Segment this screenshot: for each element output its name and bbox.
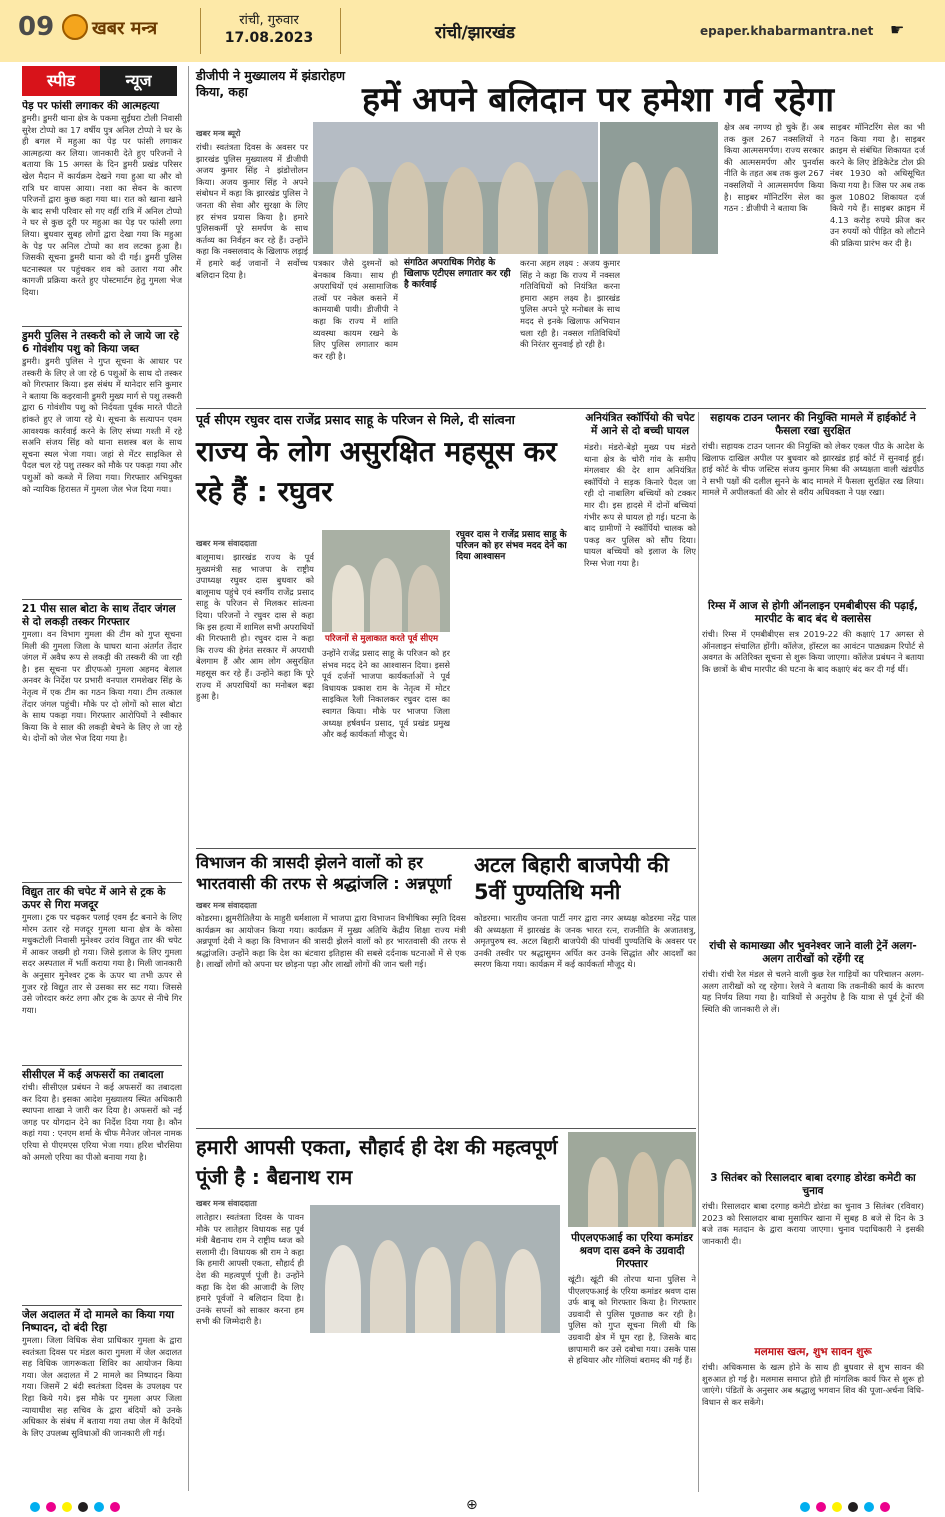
top-story-body-1: रांची। स्वतंत्रता दिवस के अवसर पर झारखंड पुलिस मुख्यालय में डीजीपी अजय कुमार सिंह ने झंडोत्तोलन किया। अजय कुमार सिंह ने अपने संबोधन में कहा कि झारखंड पुलिस ने जनता की सेवा और सुरक्षा के लिए हर संभव प्रयास किया है। हमारे पुलिसकर्मी पूरे समर्पण के साथ कर्तव्य का निर्वहन कर रहे हैं। उन्होंने कहा कि नक्सलवाद के खिलाफ लड़ाई में हमारे कई जवानों ने सर्वोच्च बलिदान दिया है। [196,142,308,280]
top-story-body-2: पत्रकार जैसे दुश्मनों को बेनकाब किया। साथ ही अपराधियों एवं असामाजिक तत्वों पर नकेल कसने में कामयाबी पायी। डीजीपी ने कहा कि राज्य में शांति व्यवस्था कायम रखने के लिए पुलिस लगातार काम कर रही है। [313,258,398,361]
top-story-photo-2 [600,122,718,254]
accident-story [584,412,696,822]
rims-body: रांची। रिम्स में एमबीबीएस सत्र 2019-22 की कक्षाएं 17 अगस्त से ऑनलाइन संचालित होंगी। कॉलेज, हॉस्टल का आवंटन पाठ्यक्रम रिपोर्ट से अवगत के अतिरिक्त सूचना से शुरू किया जाएगा। कॉलेज प्रबंधन ने बताया कि छात्रों के बीच मारपीट की घटना के बाद कक्षाएं बंद कर दी गई थीं। [702,629,924,674]
pfi-story [568,1232,696,1484]
masthead [0,0,945,62]
divider [22,599,182,600]
raghubar-kicker: पूर्व सीएम रघुवर दास राजेंद्र प्रसाद साहू के परिजन से मिले, दी सांत्वना [196,412,515,427]
left-story-5 [22,1069,182,1302]
raghubar-headline: राज्य के लोग असुरक्षित महसूस कर रहे हैं : रघुवर [196,435,557,508]
left-story-body: गुमला। जिला विधिक सेवा प्राधिकार गुमला के द्वारा स्वतंत्रता दिवस पर मंडल कारा गुमला में जेल अदालत सह विधिक जागरूकता शिविर का आयोजन किया गया। जेल अदालत में 2 मामले का निष्पादन किया गया। जिसमें 2 बंदी स्वतंत्रता दिवस के उपलक्ष्य पर रिहा किये गये। इस मौके पर गुमला अपर जिला न्यायाधीश सह सचिव के द्वारा बंदियों को उनके अधिकार के संबंध में बताया गया तथा जेल में कैदियों के लिए उपलब्ध सुविधाओं की जानकारी ली गई। [22,1335,182,1438]
masthead-divider [200,8,201,54]
divider [196,1128,696,1129]
section-name: रांची/झारखंड [435,23,515,43]
raghubar-side-headline: रघुवर दास ने राजेंद्र प्रसाद साहू के परिजन को हर संभव मदद देने का दिया आश्वासन [456,530,567,562]
edition-date: 17.08.2023 [224,30,314,46]
baidyanath-byline: खबर मन्त्र संवाददाता [196,1199,257,1208]
top-story-body-5: साइबर मॉनिटरिंग सेल का भी गठन किया गया है। साइबर क्राइम से संबंधित शिकायत दर्ज करने के लिए डेडिकेटेड टोल फ्री नंबर 1930 को अधिसूचित किया गया है। जिस पर अब तक कुल 10802 शिकायत दर्ज किये गये हैं। साइबर क्राइम में 4.13 करोड़ रुपये फ्रीज कर उन रुपयों को पीड़ित को लौटाने की प्रक्रिया प्रारंभ कर दी है। [830,122,925,248]
rims-story [702,600,924,959]
left-story-body: डुमरी। डुमरी पुलिस ने गुप्त सूचना के आधार पर तस्करी के लिए ले जा रहे 6 पशुओं के साथ दो तस्कर को गिरफ्तार किया। इस संबंध में थानेदार सनि कुमार ने बताया कि कइरवानी डुमरी मुख्य मार्ग से पशु तस्करी द्वारा 6 गोवंशीय पशु को निर्दयता पूर्वक मारते पीटते हांकते हुए ले जाया रहे थे। सूचना के सत्यापन एवम आवश्यक कार्रवाई करने के लिए संध्या गश्ती में रहे सअनि संजय सिंह को थाना सशस्त्र बल के साथ सूचना स्थल भेजा गया। जहां से मेंटर साइकिल से पैदल चल रहे पशु तस्कर को मौके पर पकड़ा गया और पशुओं को कब्जे में लिया गया। गिरफ्तार अभियुक्त को न्यायिक हिरासत में गुमला जेल भेज दिया गया। [22,356,182,494]
left-story-headline: डुमरी पुलिस ने तस्करी को ले जाये जा रहे 6 गोवंशीय पशु को किया जब्त [22,330,179,355]
brand-name: खबर मन्त्र [92,18,158,39]
left-story-2 [22,330,182,596]
registration-mark-icon: ⊕ [466,1497,478,1513]
town-planner-headline: सहायक टाउन प्लानर की नियुक्ति मामले में हाईकोर्ट ने फैसला रखा सुरक्षित [710,412,916,437]
malmas-headline: मलमास खत्म, शुभ सावन शुरू [754,1346,872,1358]
malmas-story [702,1346,924,1482]
trains-story [702,940,924,1169]
divider [22,1305,182,1306]
left-story-headline: जेल अदालत में दो मामले का किया गया निष्पादन, दो बंदी रिहा [22,1309,174,1334]
divider [22,1065,182,1066]
left-story-body: रांची। सीसीएल प्रबंधन ने कई अफसरों का तबादला कर दिया है। इसका आदेश मुख्यालय स्थित अधिकारी स्थापना शाखा ने जारी कर दिया है। अफसरों को नई जगह पर योगदान देने का निर्देश दिया गया है। कौन कहां गया : एनएम शर्मा के चीफ मैनेजर जोनल नामक एरिया से पीएमएस एरिया भेजा गया। हरिश चौरसिया को अमलो एरिया का पीओ बनाया गया है। [22,1082,182,1162]
pfi-body: खूंटी। खूंटी की तोरपा थाना पुलिस ने पीएलएफआई के एरिया कमांडर श्रवण दास उर्फ बाबू को गिरफ्तार किया है। गिरफ्तार उग्रवादी से पुलिस पूछताछ कर रही है। पुलिस को गुप्त सूचना मिली थी कि उग्रवादी क्षेत्र में घूम रहा है, जिसके बाद छापामारी कर उसे दबोचा गया। उसके पास से हथियार और गोलियां बरामद की गई हैं। [568,1274,696,1366]
column-rule [188,66,189,1491]
town-planner-body: रांची। सहायक टाउन प्लानर की नियुक्ति को लेकर एकल पीठ के आदेश के खिलाफ दाखिल अपील पर बुधवार को झारखंड हाई कोर्ट में सुनवाई हुई। हाई कोर्ट के चीफ जस्टिस संजय कुमार मिश्रा की अध्यक्षता वाली खंडपीठ ने सभी पक्षों की दलील सुनने के बाद मामले में फैसला सुरक्षित रख लिया। मामले में अपीलकर्ता की ओर से वरीय अधिवक्ता ने पक्ष रखा। [702,441,924,498]
top-story-body-4: क्षेत्र अब नगण्य हो चुके हैं। अब तक कुल 267 नक्सलियों ने किया आत्मसमर्पण। राज्य सरकार की आत्मसमर्पण और पुनर्वास नीति के तहत अब तक कुल 267 नक्सलियों ने आत्मसमर्पण किया है। साइबर मॉनिटरिंग सेल का गठन : डीजीपी ने बताया कि [724,122,824,214]
top-story-kicker: डीजीपी ने मुख्यालय में झंडारोहण किया, कहा [196,68,345,99]
vibhajan-headline: विभाजन की त्रासदी झेलने वालों को हर भारतवासी की तरफ से श्रद्धांजलि : अन्नपूर्णा [196,853,452,893]
edition-city-day: रांची, गुरुवार [239,13,299,28]
caption-headline: संगठित अपराधिक गिरोह के खिलाफ एटीएस लगातार कर रही है कार्रवाई [404,258,511,290]
top-story-byline: खबर मन्त्र ब्यूरो [196,129,241,138]
malmas-body: रांची। अधिकमास के खत्म होने के साथ ही बुधवार से शुभ सावन की शुरुआत हो गई है। मलमास समाप्त होते ही मांगलिक कार्य फिर से शुरू हो जाएंगे। पंडितों के अनुसार अब श्रद्धालु भगवान शिव की पूजा-अर्चना विधि-विधान से कर सकेंगे। [702,1362,924,1407]
baidyanath-headline: हमारी आपसी एकता, सौहार्द ही देश की महत्वपूर्ण पूंजी है : बैद्यनाथ राम [196,1135,558,1189]
page-number: 09 [18,12,55,42]
speed-news-banner [22,66,177,96]
raghubar-photo [322,530,450,632]
left-story-headline: 21 पीस साल बोटा के साथ तेंदार जंगल से दो लकड़ी तस्कर गिरफ्तार [22,603,176,628]
divider [22,882,182,883]
trains-body: रांची। रांची रेल मंडल से चलने वाली कुछ रेल गाड़ियों का परिचालन अलग-अलग तारीखों को रद्द रहेगा। रेलवे ने बताया कि तकनीकी कार्य के कारण यह निर्णय लिया गया है। यात्रियों से अनुरोध है कि यात्रा से पूर्व ट्रेनों की स्थिति की जानकारी ले लें। [702,969,924,1014]
masthead-divider [340,8,341,54]
left-story-body: डुमरी। डुमरी थाना क्षेत्र के पकमा सुईंघरा टोली निवासी सुरेश टोप्पो का 17 वर्षीय पुत्र अनिल टोप्पो ने घर के ही बगल में महुआ का पेड़ पर फांसी लगाकर आत्महत्या कर लिया। जानकारी देते हुए परिजनों ने बताया कि 15 अगस्त के दिन डुमरी प्रखंड परिसर खेल मैदान में कार्यक्रम देखने गया हुआ था और वो रात्रि घर वापस आया। नशा का सेवन के कारण परिजनों द्वारा कुछ कहा गया था। रात को खाना खाने के बाद सभी परिवार सो गए वहीं रात्रि में अनिल टोप्पो ने घर से कुछ दूरी पर महुआ का पेड़ पर फांसी लगा लिया। बुधवार सुबह लोगों द्वारा देखा गया कि महुआ के पेड़ पर अनिल टोप्पो का शव लटका हुआ है। जिसकी सूचना डुमरी थाना को दी गई। डुमरी पुलिस घटनास्थल पर पहुंचकर शव को उतारा गया और कागजी प्रक्रिया करते हुए पोस्टमार्टम हेतु गुमला भेज दिया। [22,113,182,297]
divider [196,848,696,849]
vibhajan-byline: खबर मन्त्र संवाददाता [196,901,257,910]
dargah-headline: 3 सितंबर को रिसालदार बाबा दरगाह डोरंडा कमेटी का चुनाव [710,1172,916,1197]
top-story-photo-caption [404,258,514,403]
left-story-headline: पेड़ पर फांसी लगाकर की आत्महत्या [22,100,160,112]
left-story-body: गुमला। ट्रक पर चढ़कर पलाई एवम ईंट बनाने के लिए मोरम उतार रहे मजदूर गुमला थाना क्षेत्र के कोसा मधुकटोली निवासी मुनेश्वर उरांव विद्युत तार की चपेट में आकर जख्मी हो गया। जिसे इलाज के लिए गुमला सदर अस्पताल में भर्ती कराया गया है। मिली जानकारी के अनुसार मुनेश्वर ट्रक के ऊपर था तभी ऊपर से गुजर रहे विद्युत तार से उसका सर सट गया। जिससे उसे जोरदार करंट लगा और ट्रक के ऊपर से नीचे गिर गया। [22,912,182,1015]
pfi-photo [568,1132,696,1227]
raghubar-photo-caption: परिजनों से मुलाकात करते पूर्व सीएम [322,632,450,645]
atal-body: कोडरमा। भारतीय जनता पार्टी नगर द्वारा नगर अध्यक्ष कोडरमा नरेंद्र पाल की अध्यक्षता में झारखंड के जनक भारत रत्न, राजनीति के अजातशत्रु, अमृतपुरुष स्व. अटल बिहारी बाजपेयी की पांचवीं पुण्यतिथि के अवसर पर उनकी तस्वीर पर श्रद्धासुमन अर्पित कर उनके सिद्धांत और आदर्शों का स्मरण किया गया। कार्यक्रम में कई कार्यकर्ता मौजूद थे। [474,913,696,970]
divider [196,408,926,409]
trains-headline: रांची से कामाख्या और भुवनेश्वर जाने वाली ट्रेनें अलग-अलग तारीखों को रहेंगी रद्द [709,940,917,965]
dargah-story [702,1172,924,1351]
left-story-headline: सीसीएल में कई अफसरों का तबादला [22,1069,164,1081]
left-story-4 [22,886,182,1062]
epaper-url[interactable]: epaper.khabarmantra.net [700,24,874,38]
speed-news-label-b: न्यूज [100,66,177,96]
raghubar-body: बालूमाथ। झारखंड राज्य के पूर्व मुख्यमंत्री सह भाजपा के राष्ट्रीय उपाध्यक्ष रघुवर दास बुधवार को बालूमाथ पहुंचे एवं स्वर्गीय राजेंद्र प्रसाद साहू के परिजन से मिलकर सांत्वना दिया। परिजनों ने रघुवर दास से कहा कि इस हत्या में शामिल सभी अपराधियों की गिरफ्तारी हो। रघुवर दास ने कहा कि राज्य की हेमंत सरकार में अपराधी बेलगाम हैं और आम लोग असुरक्षित महसूस कर रहे हैं। उन्होंने कहा कि पूरे राज्य में अपराधियों का मनोबल बढ़ा हुआ है। [196,552,314,702]
left-story-3 [22,603,182,879]
left-story-headline: विद्युत तार की चपेट में आने से ट्रक के ऊपर से गिरा मजदूर [22,886,166,911]
rims-headline: रिम्स में आज से होगी ऑनलाइन एमबीबीएस की पढ़ाई, मारपीट के बाद बंद थे क्लासेस [708,600,918,625]
speed-news-label-a: स्पीड [22,66,100,96]
baidyanath-photo [310,1205,560,1333]
pfi-headline: पीएलएफआई का एरिया कमांडर श्रवण दास ढक्ने के उग्रवादी गिरफ्तार [571,1232,693,1270]
accident-headline: अनियंत्रित स्कॉर्पियो की चपेट में आने से दो बच्ची घायल [585,412,695,437]
baidyanath-body: लातेहार। स्वतंत्रता दिवस के पावन मौके पर लातेहार विधायक सह पूर्व मंत्री बैद्यनाथ राम ने राष्ट्रीय ध्वज को सलामी दी। विधायक श्री राम ने कहा कि हमारी आपसी एकता, सौहार्द ही देश की महत्वपूर्ण पूंजी है। उन्होंने कहा कि देश की आजादी के लिए हमारे पूर्वजों ने बलिदान दिया है। उनके सपनों को साकार करना हम सभी की जिम्मेदारी है। [196,1212,304,1327]
top-story-photo [313,122,598,254]
town-planner-story [702,412,924,591]
left-story-body: गुमला। वन विभाग गुमला की टीम को गुप्त सूचना मिली की गुमला जिला के घाघरा थाना अंतर्गत तेंदार जंगल में अवैध रूप से लकड़ी की तस्करी की जा रही है। इस सूचना पर डीएफओ गुमला अहमद बेलाल अनवर के निर्देश पर प्रभारी वनपाल रामशेखर सिंह के नेतृत्व में एक टीम का गठन किया गया। टीम तत्काल तेंदार जंगल पहुंची। मौके पर दो लोगों को साल बोटा के साथ पकड़ा गया। गिरफ्तार आरोपियों ने स्वीकार किया कि वे साल की लकड़ी बेचने के लिए ले जा रहे थे। दोनों को जेल भेज दिया गया है। [22,629,182,744]
vibhajan-body: कोडरमा। झुमरीतिलैया के माहुरी धर्मशाला में भाजपा द्वारा विभाजन विभीषिका स्मृति दिवस कार्यक्रम का आयोजन किया गया। कार्यक्रम में मुख्य अतिथि केंद्रीय शिक्षा राज्य मंत्री अन्नपूर्णा देवी ने कहा कि विभाजन की त्रासदी झेलने वालों को हर भारतवासी की तरफ से श्रद्धांजलि। उन्होंने कहा कि देश का बंटवारा इतिहास की सबसे दर्दनाक घटनाओं में से एक है। लाखों लोगों को अपना घर छोड़ना पड़ा और लाखों लोगों की जान चली गई। [196,913,466,970]
left-news-column [22,100,182,1490]
divider [22,326,182,327]
left-story-6 [22,1309,182,1490]
dargah-body: रांची। रिसालदार बाबा दरगाह कमेटी डोरंडा का चुनाव 3 सितंबर (रविवार) 2023 को रिसालदार बाबा मुसाफिर खाना में सुबह 8 बजे से दिन के 3 बजे तक मतदान के द्वारा कराया जाएगा। चुनाव पदाधिकारी ने इसकी जानकारी दी। [702,1201,924,1246]
brand-logo-icon [62,14,88,40]
raghubar-side [456,530,576,563]
raghubar-body-2: उन्होंने राजेंद्र प्रसाद साहू के परिजन को हर संभव मदद देने का आश्वासन दिया। इससे पूर्व दर्जनों भाजपा कार्यकर्ताओं ने पूर्व विधायक प्रकाश राम के नेतृत्व में मोटर साइकिल रैली निकालकर रघुवर दास का स्वागत किया। मौके पर भाजपा जिला अध्यक्ष हर्षवर्धन प्रसाद, पूर्व प्रखंड प्रमुख और कई कार्यकर्ता मौजूद थे। [322,648,450,740]
raghubar-byline: खबर मन्त्र संवाददाता [196,539,257,548]
pointer-hand-icon: ☛ [890,20,905,39]
left-story-1 [22,100,182,323]
accident-body: मंडरो। मंडरो-बेड़ो मुख्य पथ मंडरो थाना क्षेत्र के चोरी गांव के समीप मंगलवार की देर शाम अनियंत्रित स्कॉर्पियो ने सड़क किनारे पैदल जा रही दो नाबालिग बच्चियों को टक्कर मार दी। इस हादसे में दोनों बच्चियां गंभीर रूप से घायल हो गई। घटना के बाद ग्रामीणों ने स्कॉर्पियो चालक को पकड़ कर पुलिस को सौंप दिया। घायल बच्चियों को इलाज के लिए रिम्स भेजा गया है। [584,442,696,568]
top-story-body-3: करना अहम लक्ष्य : अजय कुमार सिंह ने कहा कि राज्य में नक्सल गतिविधियों को नियंत्रित करना हमारा अहम लक्ष्य है। झारखंड पुलिस अपने पूरे मनोबल के साथ मदद से इनके खिलाफ अभियान चला रही है। नक्सल गतिविधियों की निरंतर सुनवाई हो रही है। [520,258,620,350]
column-rule [698,412,699,1492]
top-story-headline: हमें अपने बलिदान पर हमेशा गर्व रहेगा [362,80,835,120]
atal-headline: अटल बिहारी बाजपेयी की 5वीं पुण्यतिथि मनी [474,853,669,904]
